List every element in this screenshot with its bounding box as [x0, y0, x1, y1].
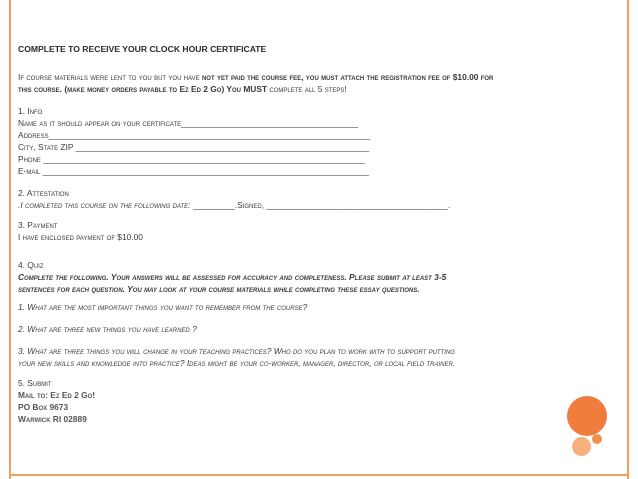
decorative-circle-small	[592, 434, 602, 444]
intro-line-2	[18, 83, 622, 95]
intro-payee: Ez Ed 2 Go	[179, 84, 222, 94]
quiz-question-3-line-1: 3. What are three things you will change in your teaching practices? Who do you plan to work with to support putting	[18, 346, 455, 356]
quiz-heading: 4. Quiz	[18, 260, 44, 270]
intro-must: MUST	[243, 84, 268, 94]
quiz-instructions-2: sentences for each question. You may look at your course materials while completing these essay questions.	[18, 284, 420, 294]
submit-city: Warwick RI 02889	[18, 414, 87, 424]
quiz-question-2: 2. What are three new things you have learned ?	[18, 324, 197, 334]
intro-line-1	[18, 71, 622, 83]
info-city-field: City, State ZIP _______________________________________________________________	[18, 142, 370, 152]
submit-heading: 5. Submit	[18, 378, 52, 388]
quiz-question-1: 1. What are the most important things you want to remember from the course?	[18, 302, 308, 312]
quiz-question-3-line-2: your new skills and knowledge into practice? Ideas might be your co-worker, manager, director, or local field trainer.	[18, 358, 456, 368]
attestation-signature: _________.Signed, _______________________________________.	[190, 200, 451, 210]
info-address-field: Address_____________________________________________________________________	[18, 130, 370, 140]
submit-po-box: PO Box 9673	[18, 402, 69, 412]
page-title: COMPLETE TO RECEIVE YOUR CLOCK HOUR CERTIFICATE	[18, 44, 267, 54]
decorative-circle-medium	[572, 437, 591, 456]
intro-for: for	[478, 72, 494, 82]
submit-mail-to: Mail to: Ez Ed 2 Go!	[18, 390, 96, 400]
info-heading: 1. Info	[18, 106, 43, 116]
attestation-text	[18, 199, 622, 211]
info-name-field: Name as it should appear on your certificate______________________________________	[18, 118, 359, 128]
attestation-heading: 2. Attestation	[18, 188, 69, 198]
payment-heading: 3. Payment	[18, 220, 58, 230]
quiz-instructions-1: Complete the following. Your answers will be assessed for accuracy and completeness. Please submit at least 3-5	[18, 272, 447, 282]
payment-text: I have enclosed payment of $10.00	[18, 232, 143, 242]
frame-bottom-border	[9, 474, 629, 476]
intro-payable: this course. (make money orders payable to	[18, 84, 180, 94]
intro-steps: complete all 5 steps!	[267, 84, 347, 94]
intro-you: ) You	[221, 84, 244, 94]
frame-left-border	[9, 0, 11, 479]
attestation-date-label: .I completed this course on the following date:	[18, 200, 191, 210]
intro-text: If course materials were lent to you but you have	[18, 72, 202, 82]
info-email-field: E-mail ______________________________________________________________________	[18, 166, 369, 176]
frame-right-border	[627, 0, 629, 479]
slide-content	[18, 43, 622, 425]
info-phone-field: Phone _____________________________________________________________________	[18, 154, 365, 164]
intro-fee-amount: $10.00	[452, 72, 479, 82]
intro-fee-notice: not yet paid the course fee, you must attach the registration fee of	[201, 72, 453, 82]
